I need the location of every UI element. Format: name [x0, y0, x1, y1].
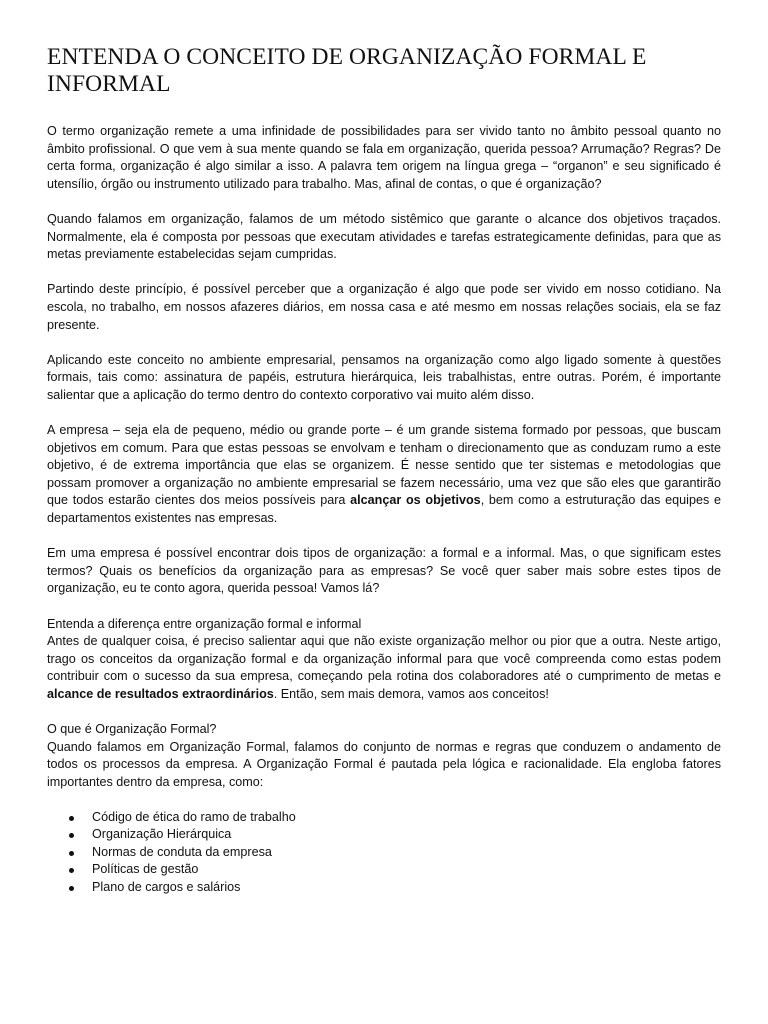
paragraph-method: Quando falamos em organização, falamos de um método sistêmico que garante o alcance dos objetivos traçados. Normalmente, ela é composta por pessoas que executam atividades e tarefas estrategicamente definidas, para que as metas previamente estabelecidas sejam cumpridas.	[47, 211, 721, 262]
paragraph-no-better-end: . Então, sem mais demora, vamos aos conceitos!	[273, 687, 549, 701]
paragraph-no-better-text: Antes de qualquer coisa, é preciso salientar aqui que não existe organização melhor ou pior que a outra. Neste artigo, trago os conceitos da organização formal e da organização informal para que você compreenda como estas podem contribuir com o sucesso da sua empresa, começando pela rotina dos colaboradores até o cumprimento de metas e	[47, 634, 721, 684]
link-alcance-resultados: alcance de resultados extraordinários	[47, 687, 274, 701]
list-item-text: Normas de conduta da empresa	[92, 844, 272, 859]
paragraph-no-better	[47, 633, 721, 703]
paragraph-two-types: Em uma empresa é possível encontrar dois tipos de organização: a formal e a informal. Mas, o que significam estes termos? Quais os benefícios da organização para as empresas? Se você quer saber mais sobre estes tipos de organização, eu te conto agora, querida pessoa! Vamos lá?	[47, 546, 721, 596]
page-title: ENTENDA O CONCEITO DE ORGANIZAÇÃO FORMAL E INFORMAL	[47, 44, 647, 97]
list-item	[47, 826, 721, 844]
list-item-text: Organização Hierárquica	[92, 827, 232, 842]
bullet-icon	[69, 851, 74, 856]
list-item-text: Código de ética do ramo de trabalho	[92, 809, 296, 824]
bullet-icon	[69, 816, 74, 821]
formal-factors-list	[47, 809, 721, 897]
paragraph-formal-definition: Quando falamos em Organização Formal, falamos do conjunto de normas e regras que conduzem o andamento de todos os processos da empresa. A Organização Formal é pautada pela lógica e racionalidade. Ela engloba fatores importantes dentro da empresa, como:	[47, 739, 721, 789]
paragraph-business-context: Aplicando este conceito no ambiente empresarial, pensamos na organização como algo ligado somente à questões formais, tais como: assinatura de papéis, estrutura hierárquica, leis trabalhistas, entre outras. Porém, é importante salientar que a aplicação do termo dentro do contexto corporativo vai muito além disso.	[47, 352, 721, 402]
document-page	[47, 44, 721, 897]
paragraph-daily-life: Partindo deste princípio, é possível perceber que a organização é algo que pode ser vivido em nosso cotidiano. Na escola, no trabalho, em nossos afazeres diários, em nossa casa e até mesmo em nossas relações sociais, ela se faz presente.	[47, 282, 721, 332]
bullet-icon	[69, 833, 74, 838]
list-item-text: Políticas de gestão	[92, 862, 199, 877]
list-item	[47, 809, 721, 827]
paragraph-intro: O termo organização remete a uma infinidade de possibilidades para ser vivido tanto no âmbito pessoal quanto no âmbito profissional. O que vem à sua mente quando se fala em organização, querida pessoa? Arrumação? Regras? De certa forma, organização é algo similar a isso. A palavra tem origem na língua grega – “organon” e seu significado é utensílio, órgão ou instrumento utilizado para trabalho. Mas, afinal de contas, o que é organização?	[47, 124, 721, 191]
bullet-icon	[69, 886, 74, 891]
list-item	[47, 861, 721, 879]
list-item	[47, 844, 721, 862]
paragraph-company-system-end: , bem como a estruturação das equipes e departamentos existentes nas empresas.	[47, 493, 721, 526]
heading-formal-organization: O que é Organização Formal?	[47, 722, 217, 737]
paragraph-company-system	[47, 422, 721, 528]
list-item	[47, 879, 721, 897]
bullet-icon	[69, 868, 74, 873]
list-item-text: Plano de cargos e salários	[92, 879, 241, 894]
link-alcancar-objetivos: alcançar os objetivos	[350, 493, 481, 508]
heading-difference: Entenda a diferença entre organização formal e informal	[47, 616, 362, 631]
paragraph-company-system-text: A empresa – seja ela de pequeno, médio ou grande porte – é um grande sistema formado por pessoas, que buscam objetivos em comum. Para que estas pessoas se envolvam e tenham o direcionamento que as conduzam rumo a este objetivo, é de extrema importância que elas se organizem. É nesse sentido que ter sistemas e metodologias que possam promover a organização no ambiente empresarial se fazem necessário, uma vez que são eles que garantirão que todos estarão cientes dos meios possíveis para	[47, 423, 721, 508]
